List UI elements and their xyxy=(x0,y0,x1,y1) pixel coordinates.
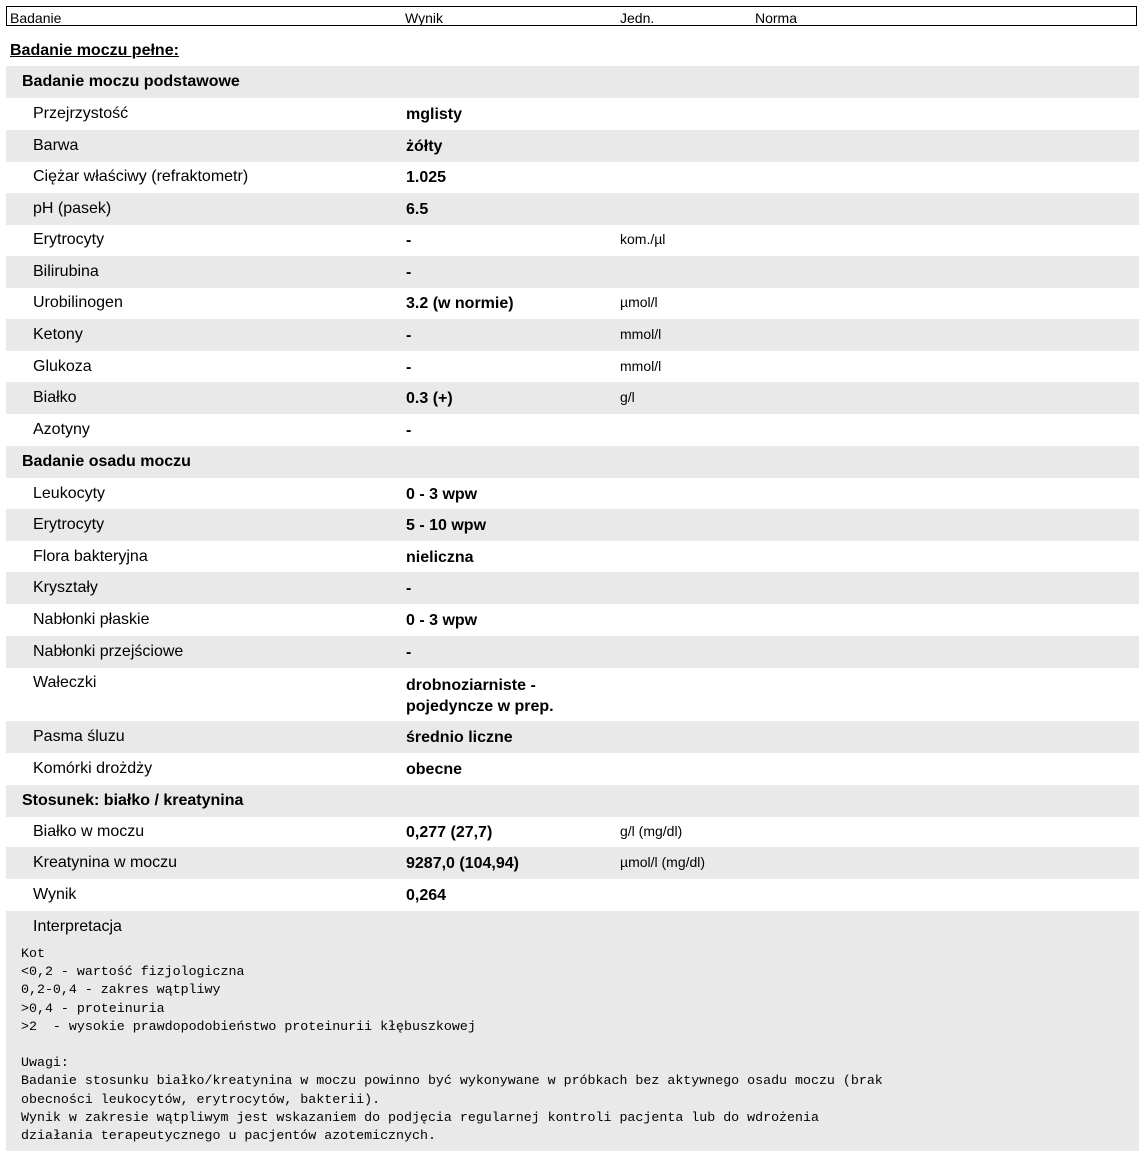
table-row: Wałeczki drobnoziarniste - pojedyncze w prep. xyxy=(33,674,554,715)
page-title: Badanie moczu pełne: xyxy=(10,42,179,59)
table-row: Pasma śluzu średnio liczne xyxy=(6,721,1139,753)
table-row: Białko 0.3 (+) g/l xyxy=(6,382,1139,414)
interpretation-box xyxy=(6,911,1139,1151)
table-row: Urobilinogen 3.2 (w normie) µmol/l xyxy=(33,294,658,312)
table-row: pH (pasek) 6.5 xyxy=(6,193,1139,225)
header-wynik: Wynik xyxy=(405,10,443,26)
table-row: Nabłonki płaskie 0 - 3 wpw xyxy=(33,611,478,629)
section-header: Badanie osadu moczu xyxy=(6,446,1139,478)
section-header: Badanie moczu podstawowe xyxy=(6,66,1139,98)
header-badanie: Badanie xyxy=(10,10,62,26)
table-row: Komórki drożdży obecne xyxy=(33,760,463,778)
table-row: Ketony - mmol/l xyxy=(6,319,1139,351)
table-row: Bilirubina - xyxy=(6,256,1139,288)
table-row: Białko w moczu 0,277 (27,7) g/l (mg/dl) xyxy=(33,823,683,841)
table-row: Glukoza - mmol/l xyxy=(33,358,662,376)
header-jedn: Jedn. xyxy=(620,10,655,26)
table-row: Leukocyty 0 - 3 wpw xyxy=(33,485,478,503)
table-row: Ciężar właściwy (refraktometr) 1.025 xyxy=(33,168,447,186)
table-row: Wynik 0,264 xyxy=(33,886,447,904)
interpretation-text: Kot <0,2 - wartość fizjologiczna 0,2-0,4 - zakres wątpliwy >0,4 - proteinuria >2 - wysokie prawdopodobieństwo proteinurii kłębuszkowej Uwagi: Badanie stosunku białko/kreatynina w moczu powinno być wykonywane w próbkach bez aktywnego osadu moczu (brak obecności leukocytów, erytrocytów, bakterii). Wynik w zakresie wątpliwym jest wskazaniem do podjęcia regularnej kontroli pacjenta lub do wdrożenia działania terapeutycznego u pacjentów azotemicznych. xyxy=(21,946,883,1144)
interpretation-label: Interpretacja xyxy=(33,918,122,935)
table-row: Kreatynina w moczu 9287,0 (104,94) µmol/l (mg/dl) xyxy=(6,847,1139,879)
section-header: Stosunek: białko / kreatynina xyxy=(6,785,1139,817)
table-row: Flora bakteryjna nieliczna xyxy=(33,548,474,566)
table-row: Erytrocyty 5 - 10 wpw xyxy=(6,509,1139,541)
table-row: Przejrzystość mglisty xyxy=(33,105,463,123)
table-row: Nabłonki przejściowe - xyxy=(6,636,1139,668)
table-row: Kryształy - xyxy=(6,572,1139,604)
table-row: Barwa żółty xyxy=(6,130,1139,162)
table-row: Erytrocyty - kom./µl xyxy=(33,231,666,249)
table-row: Azotyny - xyxy=(33,421,412,439)
column-header xyxy=(6,6,1137,26)
header-norma: Norma xyxy=(755,10,798,26)
